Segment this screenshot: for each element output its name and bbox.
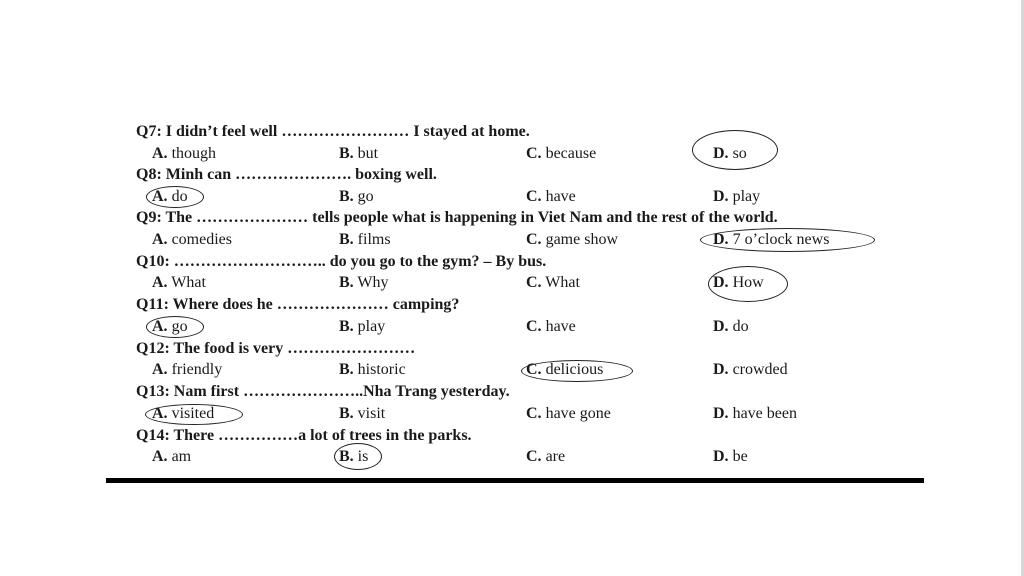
option-letter: B. [339,188,354,205]
option-q7-c [526,144,596,164]
option-q10-b [339,273,389,293]
option-q14-a [152,447,191,467]
option-q13-a [152,404,214,424]
option-letter: D. [713,274,729,291]
option-text: have [545,318,576,335]
option-q7-b [339,144,378,164]
option-letter: B. [339,448,354,465]
option-q12-c [526,360,603,380]
option-text: is [357,448,369,465]
option-letter: D. [713,448,729,465]
option-letter: C. [526,448,542,465]
option-text: visit [357,405,386,422]
option-letter: B. [339,274,354,291]
option-q9-c [526,230,618,250]
option-letter: C. [526,188,542,205]
option-text: historic [357,361,406,378]
option-letter: B. [339,231,354,248]
question-q12: Q12: The food is very …………………… [136,340,416,357]
option-letter: A. [152,405,168,422]
option-letter: D. [713,231,729,248]
option-letter: B. [339,318,354,335]
question-q14: Q14: There ……………a lot of trees in the parks. [136,427,472,444]
option-text: films [357,231,391,248]
question-q9: Q9: The ………………… tells people what is happening in Viet Nam and the rest of the world. [136,209,778,226]
option-q13-d [713,404,797,424]
option-q8-d [713,187,760,207]
option-text: have been [732,405,797,422]
option-text: have [545,188,576,205]
option-text: go [171,318,188,335]
option-text: because [545,145,597,162]
option-text: be [732,448,748,465]
question-q11: Q11: Where does he ………………… camping? [136,296,460,313]
option-q14-c [526,447,565,467]
option-text: What [171,274,206,291]
question-q8: Q8: Minh can …………………. boxing well. [136,166,437,183]
option-letter: A. [152,318,168,335]
question-q13: Q13: Nam first …………………..Nha Trang yesterday. [136,383,510,400]
option-letter: D. [713,318,729,335]
option-letter: A. [152,231,168,248]
option-q12-b [339,360,406,380]
option-text: do [732,318,749,335]
option-q10-d [713,273,764,293]
option-letter: C. [526,361,542,378]
option-q8-a [152,187,188,207]
option-letter: C. [526,274,542,291]
option-letter: D. [713,145,729,162]
option-text: Why [357,274,389,291]
option-letter: D. [713,405,729,422]
option-text: are [545,448,566,465]
option-text: How [732,274,764,291]
option-text: play [732,188,761,205]
option-letter: C. [526,231,542,248]
option-letter: B. [339,361,354,378]
option-q7-d [713,144,747,164]
option-text: though [171,145,217,162]
option-letter: C. [526,145,542,162]
option-text: friendly [171,361,223,378]
option-letter: B. [339,145,354,162]
option-q13-b [339,404,385,424]
option-text: so [732,145,747,162]
option-letter: C. [526,318,542,335]
option-text: game show [545,231,618,248]
option-q9-a [152,230,232,250]
option-text: What [545,274,580,291]
option-q14-b [339,447,368,467]
option-letter: B. [339,405,354,422]
option-text: have gone [545,405,611,422]
option-q13-c [526,404,611,424]
option-q14-d [713,447,748,467]
bottom-divider [106,478,924,483]
option-letter: D. [713,361,729,378]
option-q10-a [152,273,206,293]
option-letter: D. [713,188,729,205]
question-q7: Q7: I didn’t feel well …………………… I stayed at home. [136,123,530,140]
option-letter: A. [152,448,168,465]
option-q11-a [152,317,188,337]
option-text: comedies [171,231,232,248]
option-q9-b [339,230,391,250]
option-q12-a [152,360,222,380]
question-q10: Q10: ……………………….. do you go to the gym? – By bus. [136,253,547,270]
option-text: delicious [545,361,604,378]
option-text: play [357,318,386,335]
option-text: crowded [732,361,788,378]
option-text: visited [171,405,215,422]
option-q12-d [713,360,788,380]
option-text: but [357,145,379,162]
option-text: am [171,448,192,465]
option-q8-c [526,187,576,207]
option-q11-b [339,317,385,337]
option-letter: A. [152,274,168,291]
option-text: go [357,188,374,205]
option-letter: A. [152,145,168,162]
option-text: 7 o’clock news [732,231,830,248]
option-letter: A. [152,188,168,205]
option-q9-d [713,230,829,250]
option-q8-b [339,187,374,207]
option-q10-c [526,273,580,293]
option-q7-a [152,144,216,164]
option-q11-c [526,317,576,337]
option-letter: A. [152,361,168,378]
option-text: do [171,188,188,205]
option-letter: C. [526,405,542,422]
option-q11-d [713,317,749,337]
